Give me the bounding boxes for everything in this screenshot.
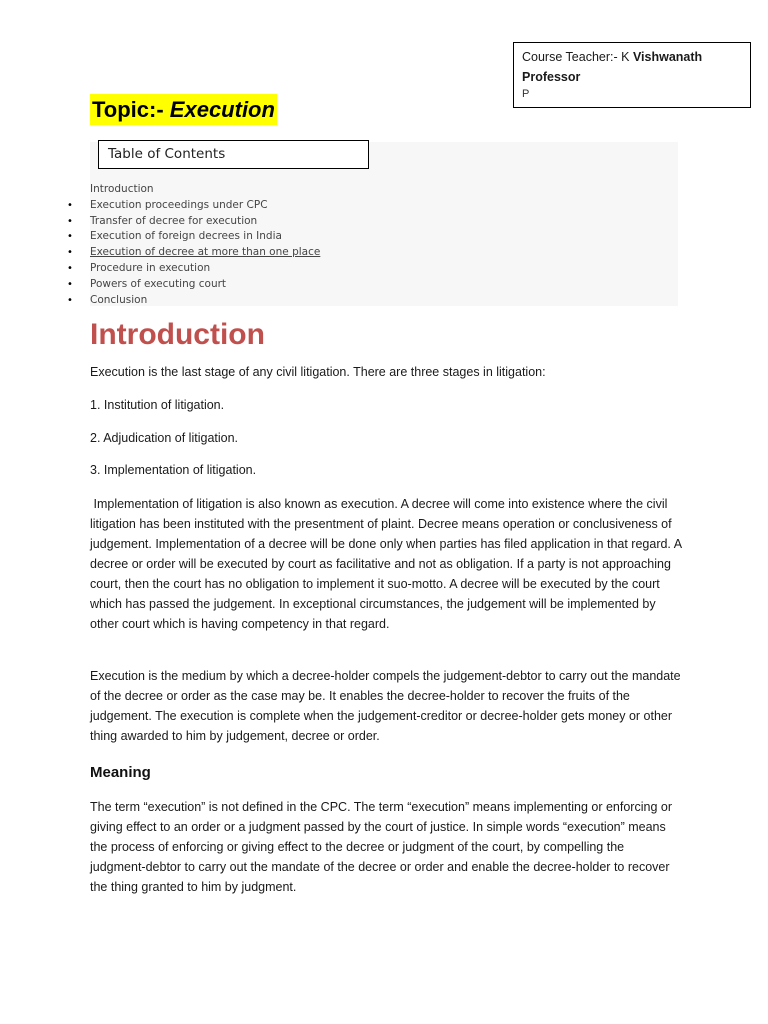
toc-title: Table of Contents — [98, 140, 369, 169]
teacher-label: Course Teacher:- K — [522, 50, 633, 64]
introduction-heading: Introduction — [90, 318, 265, 351]
stage-3: 3. Implementation of litigation. — [90, 463, 257, 477]
stage-2: 2. Adjudication of litigation. — [90, 431, 239, 445]
topic-label: Topic:- — [92, 97, 170, 122]
toc-item-more-than-one-place[interactable]: • Execution of decree at more than one place — [90, 245, 320, 261]
toc-item-transfer-of-decree[interactable]: • Transfer of decree for execution — [90, 214, 320, 230]
topic-value: Execution — [169, 97, 275, 122]
teacher-line — [522, 47, 742, 67]
teacher-clipped-text: P — [522, 88, 530, 100]
meaning-paragraph: The term “execution” is not defined in the CPC. The term “execution” means implementing or enforcing or giving effect to an order or a judgment passed by the court of justice. In simple words “execution” means the process of enforcing or giving effect to the decree or judgment of the court, by compelling the judgment-debtor to carry out the mandate of the decree or order and enable the decree-holder to recover the thing granted to him by judgment. — [90, 800, 672, 894]
toc-item-foreign-decrees[interactable]: • Execution of foreign decrees in India — [90, 229, 320, 245]
toc-item-execution-proceedings[interactable]: • Execution proceedings under CPC — [90, 198, 320, 214]
intro-paragraph-1: Implementation of litigation is also known as execution. A decree will come into existence where the civil litigation has been instituted with the presentment of plaint. Decree means operation or conclusiveness of judgement. Implementation of a decree will be done only when parties has filed application in that regard. A decree or order will be executed by court as facilitative and not as obligation. If a party is not approaching court, then the court has no obligation to implement it suo-motto. A decree will be executed by the court which has passed the judgement. In exceptional circumstances, the judgement will be implemented by other court which is having competency in that regard. — [90, 497, 685, 631]
toc-item-introduction[interactable]: Introduction — [90, 183, 154, 195]
meaning-heading: Meaning — [90, 764, 151, 781]
intro-paragraph-2: Execution is the medium by which a decree-holder compels the judgement-debtor to carry out the mandate of the decree or order as the case may be. It enables the decree-holder to recover the fruits of the judgement. The execution is complete when the judgement-creditor or decree-holder gets money or other thing awarded to him by judgement, decree or order. — [90, 669, 681, 743]
course-teacher-box — [513, 42, 751, 108]
teacher-name: Vishwanath — [632, 50, 703, 64]
toc-item-powers-of-court[interactable]: • Powers of executing court — [90, 277, 320, 293]
intro-lead: Execution is the last stage of any civil litigation. There are three stages in litigation: — [90, 365, 546, 379]
toc-list — [90, 182, 320, 308]
teacher-title: Professor — [522, 70, 581, 84]
toc-item-conclusion[interactable]: • Conclusion — [90, 293, 320, 309]
toc-item-procedure[interactable]: • Procedure in execution — [90, 261, 320, 277]
topic-heading — [90, 94, 277, 125]
stage-1: 1. Institution of litigation. — [90, 398, 225, 412]
